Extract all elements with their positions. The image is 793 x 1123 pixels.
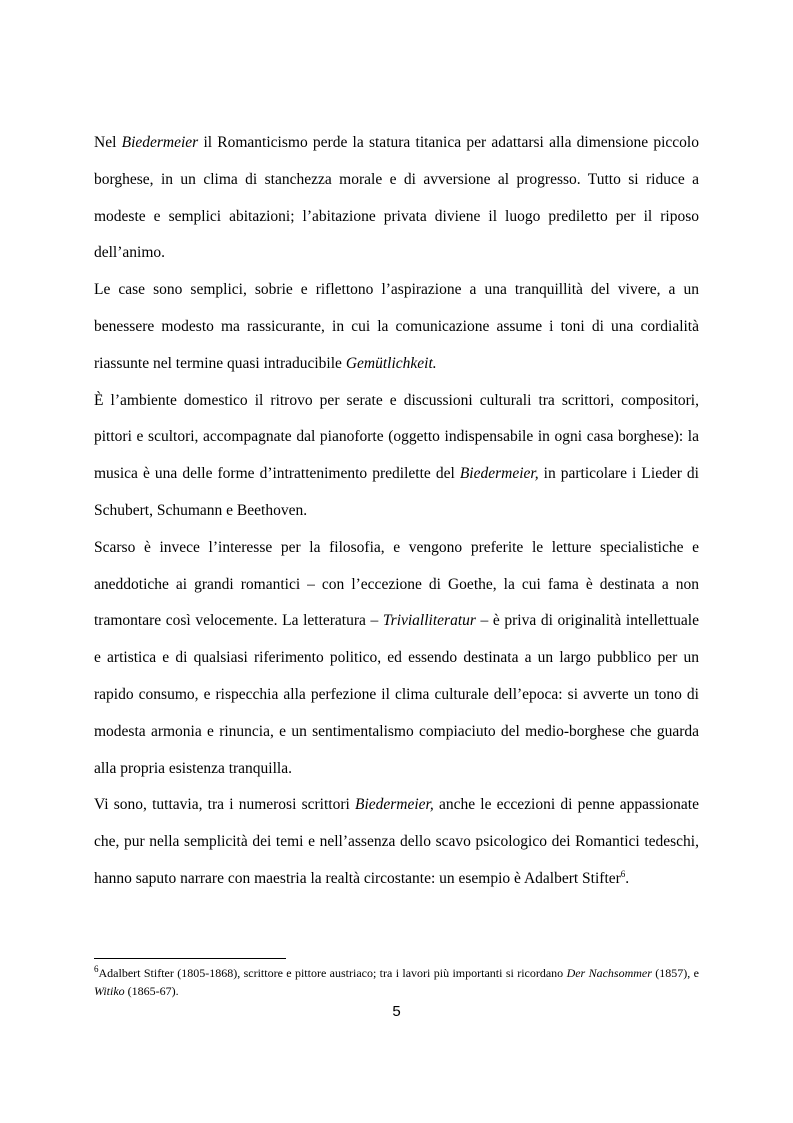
paragraph: [94, 125, 699, 272]
italic-text: Biedermeier,: [459, 465, 539, 483]
body-text: [94, 125, 699, 898]
text-run: (1857), e: [651, 966, 699, 980]
text-run: anche le eccezioni di penne appassionate che, pur nella semplicità dei temi e nell’assenza dello scavo psicologico dei Romantici tedeschi, hanno saputo narrare con maestria la realtà circostante: un esempio è Adalbert Stifter: [94, 796, 699, 887]
text-run: Adalbert Stifter (1805-1868), scrittore e pittore austriaco; tra i lavori più importanti si ricordano: [98, 966, 567, 980]
text-run: Le case sono semplici, sobrie e riflettono l’aspirazione a una tranquillità del vivere, a un benessere modesto ma rassicurante, in cui la comunicazione assume i toni di una cordialità riassunte nel termine quasi intraducibile: [94, 281, 699, 372]
italic-text: Der Nachsommer: [566, 966, 652, 980]
text-run: il Romanticismo perde la statura titanica per adattarsi alla dimensione piccolo borghese, in un clima di stanchezza morale e di avversione al progresso. Tutto si riduce a modeste e semplici abitazioni; l’abitazione privata diviene il luogo prediletto per il riposo dell’animo.: [94, 134, 699, 262]
paragraph: [94, 383, 699, 530]
page-number: 5: [392, 1003, 401, 1020]
paragraph: [94, 272, 699, 382]
text-run: (1865-67).: [124, 984, 179, 998]
paragraph: [94, 530, 699, 788]
paragraph: [94, 787, 699, 897]
italic-text: Biedermeier,: [354, 796, 434, 814]
text-run: – è priva di originalità intellettuale e artistica e di qualsiasi riferimento politico, ed essendo destinata a un largo pubblico per un rapido consumo, e rispecchia alla perfezione il clima culturale dell’epoca: si avverte un tono di modesta armonia e rinuncia, e un sentimentalismo compiaciuto del medio-borghese che guarda alla propria esistenza tranquilla.: [94, 612, 699, 777]
footnote: [94, 964, 699, 1000]
text-run: Scarso è invece l’interesse per la filosofia, e vengono preferite le letture specialistiche e aneddotiche ai grandi romantici – con l’eccezione di Goethe, la cui fama è destinata a non tramontare così velocemente. La letteratura –: [94, 538, 699, 630]
italic-text: Gemütlichkeit.: [345, 354, 437, 372]
footnote-reference[interactable]: 6: [620, 868, 626, 879]
text-run: Nel: [94, 134, 122, 151]
text-run: .: [625, 869, 630, 887]
italic-text: Biedermeier: [121, 134, 199, 151]
text-run: È l’ambiente domestico il ritrovo per serate e discussioni culturali tra scrittori, compositori, pittori e scultori, accompagnate dal pianoforte (oggetto indispensabile in ogni casa borghese): la musica è una delle forme d’intrattenimento predilette del: [94, 391, 699, 483]
footnote-separator: [94, 958, 286, 959]
italic-text: Witiko: [94, 984, 125, 998]
footnote-number: 6: [94, 964, 99, 974]
text-run: in particolare i Lieder di Schubert, Schumann e Beethoven.: [94, 465, 699, 519]
italic-text: Trivialliteratur: [382, 612, 476, 630]
text-run: Vi sono, tuttavia, tra i numerosi scrittori: [94, 796, 355, 814]
